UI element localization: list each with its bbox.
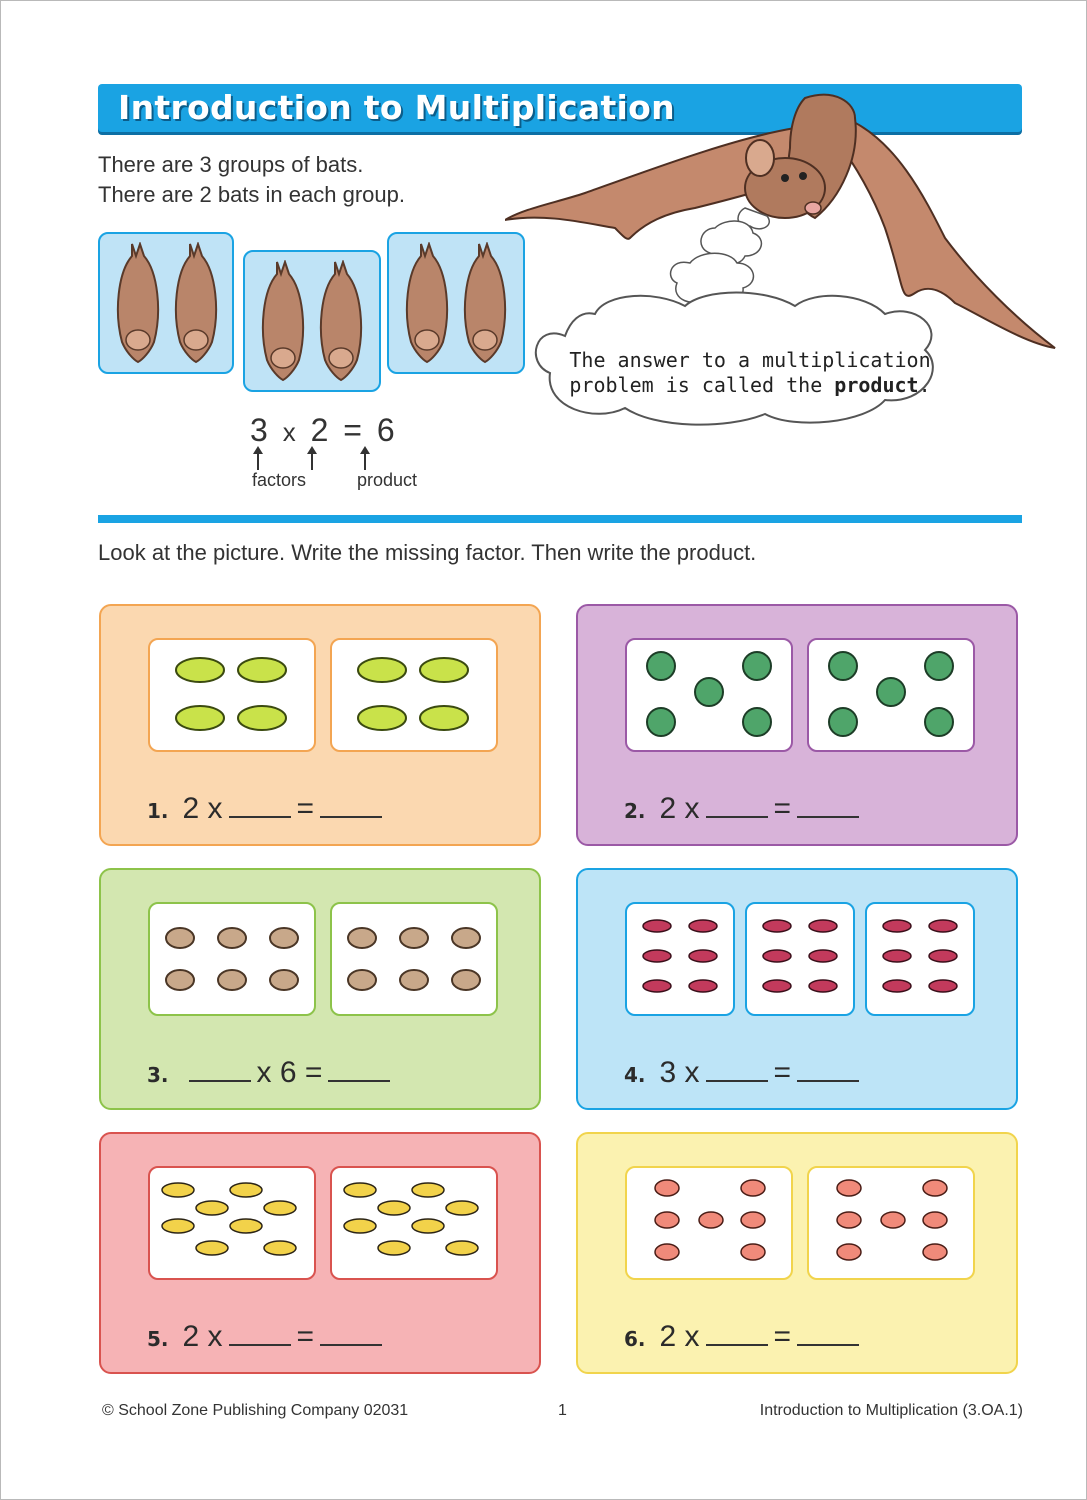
factor-b-arrow-icon (311, 452, 313, 470)
problem-number: 2. (624, 799, 646, 823)
problem-number: 6. (624, 1327, 646, 1351)
problem-card-1 (99, 604, 541, 846)
problem-equals: = (773, 792, 792, 825)
red-fish-icon (627, 1168, 791, 1278)
hanging-bat-icon (168, 242, 224, 364)
intro-line-1: There are 3 groups of bats. (98, 152, 364, 177)
picture-box (330, 638, 498, 752)
problem-equation (147, 792, 388, 826)
missing-factor-blank[interactable] (706, 1322, 768, 1346)
problem-prefix: 2 x (659, 792, 700, 825)
hanging-bat-icon (255, 260, 311, 382)
turtle-icon (627, 640, 791, 750)
ant-icon (627, 904, 733, 1014)
product-blank[interactable] (328, 1058, 390, 1082)
missing-factor-blank[interactable] (706, 1058, 768, 1082)
product-blank[interactable] (320, 1322, 382, 1346)
product-blank[interactable] (320, 794, 382, 818)
problem-equals: x 6 = (256, 1056, 323, 1089)
factors-label: factors (252, 470, 307, 490)
picture-box (330, 1166, 498, 1280)
problem-equals: = (773, 1320, 792, 1353)
example-product: 6 (376, 412, 395, 448)
problem-equals: = (296, 792, 315, 825)
picture-box (625, 1166, 793, 1280)
picture-box (807, 638, 975, 752)
product-blank[interactable] (797, 1322, 859, 1346)
picture-box (807, 1166, 975, 1280)
picture-box (865, 902, 975, 1016)
problem-prefix: 2 x (659, 1320, 700, 1353)
problem-equals: = (296, 1320, 315, 1353)
picture-box (330, 902, 498, 1016)
hanging-bat-icon (110, 242, 166, 364)
hanging-bat-icon (313, 260, 369, 382)
product-definition-bubble (560, 348, 940, 398)
example-operator: x (282, 417, 296, 447)
bat-group-1 (98, 232, 234, 374)
page-title: Introduction to Multiplication (118, 88, 675, 127)
problem-number: 4. (624, 1063, 646, 1087)
problem-number: 3. (147, 1063, 169, 1087)
intro-line-2: There are 2 bats in each group. (98, 182, 405, 207)
product-arrow-icon (364, 452, 366, 470)
example-factor-b: 2 (310, 412, 329, 448)
striped-fish-icon (150, 1168, 314, 1278)
problem-equals: = (773, 1056, 792, 1089)
problem-prefix: 2 x (182, 1320, 223, 1353)
picture-box (625, 638, 793, 752)
problem-card-2 (576, 604, 1018, 846)
picture-box (148, 1166, 316, 1280)
intro-text (98, 150, 405, 210)
product-label: product (357, 470, 418, 490)
bubble-product-term: product (834, 373, 919, 397)
grasshopper-icon (332, 640, 496, 750)
footer-topic: Introduction to Multiplication (3.OA.1) (759, 1402, 1023, 1419)
bubble-line-2-text: problem is called the (569, 373, 835, 397)
bubble-line-2 (560, 373, 940, 398)
problem-equation (624, 1056, 865, 1090)
red-fish-icon (809, 1168, 973, 1278)
example-equation (250, 412, 395, 449)
rabbit-icon (150, 904, 314, 1014)
problem-prefix: 2 x (182, 792, 223, 825)
footer-page-number: 1 (558, 1402, 567, 1419)
picture-box (148, 902, 316, 1016)
factor-a-arrow-icon (257, 452, 259, 470)
problem-equation (147, 1320, 388, 1354)
problem-card-4 (576, 868, 1018, 1110)
problem-equation (624, 1320, 865, 1354)
product-blank[interactable] (797, 794, 859, 818)
section-divider (98, 515, 1022, 523)
product-blank[interactable] (797, 1058, 859, 1082)
turtle-icon (809, 640, 973, 750)
ant-icon (747, 904, 853, 1014)
instructions: Look at the picture. Write the missing factor. Then write the product. (98, 540, 757, 565)
problem-number: 1. (147, 799, 169, 823)
problem-card-3 (99, 868, 541, 1110)
bubble-line-1: The answer to a multiplication (569, 348, 931, 372)
hanging-bat-icon (399, 242, 455, 364)
missing-factor-blank[interactable] (189, 1058, 251, 1082)
problem-number: 5. (147, 1327, 169, 1351)
picture-box (148, 638, 316, 752)
picture-box (625, 902, 735, 1016)
problem-equation (147, 1056, 396, 1090)
footer-copyright: © School Zone Publishing Company 02031 (102, 1402, 409, 1419)
picture-box (745, 902, 855, 1016)
problem-prefix: 3 x (659, 1056, 700, 1089)
example-factor-a: 3 (250, 412, 268, 448)
bubble-period: . (918, 373, 931, 397)
striped-fish-icon (332, 1168, 496, 1278)
problem-card-5 (99, 1132, 541, 1374)
rabbit-icon (332, 904, 496, 1014)
missing-factor-blank[interactable] (706, 794, 768, 818)
ant-icon (867, 904, 973, 1014)
bat-group-2 (243, 250, 381, 392)
example-equals: = (343, 412, 362, 448)
missing-factor-blank[interactable] (229, 794, 291, 818)
problem-card-6 (576, 1132, 1018, 1374)
grasshopper-icon (150, 640, 314, 750)
problem-equation (624, 792, 865, 826)
missing-factor-blank[interactable] (229, 1322, 291, 1346)
